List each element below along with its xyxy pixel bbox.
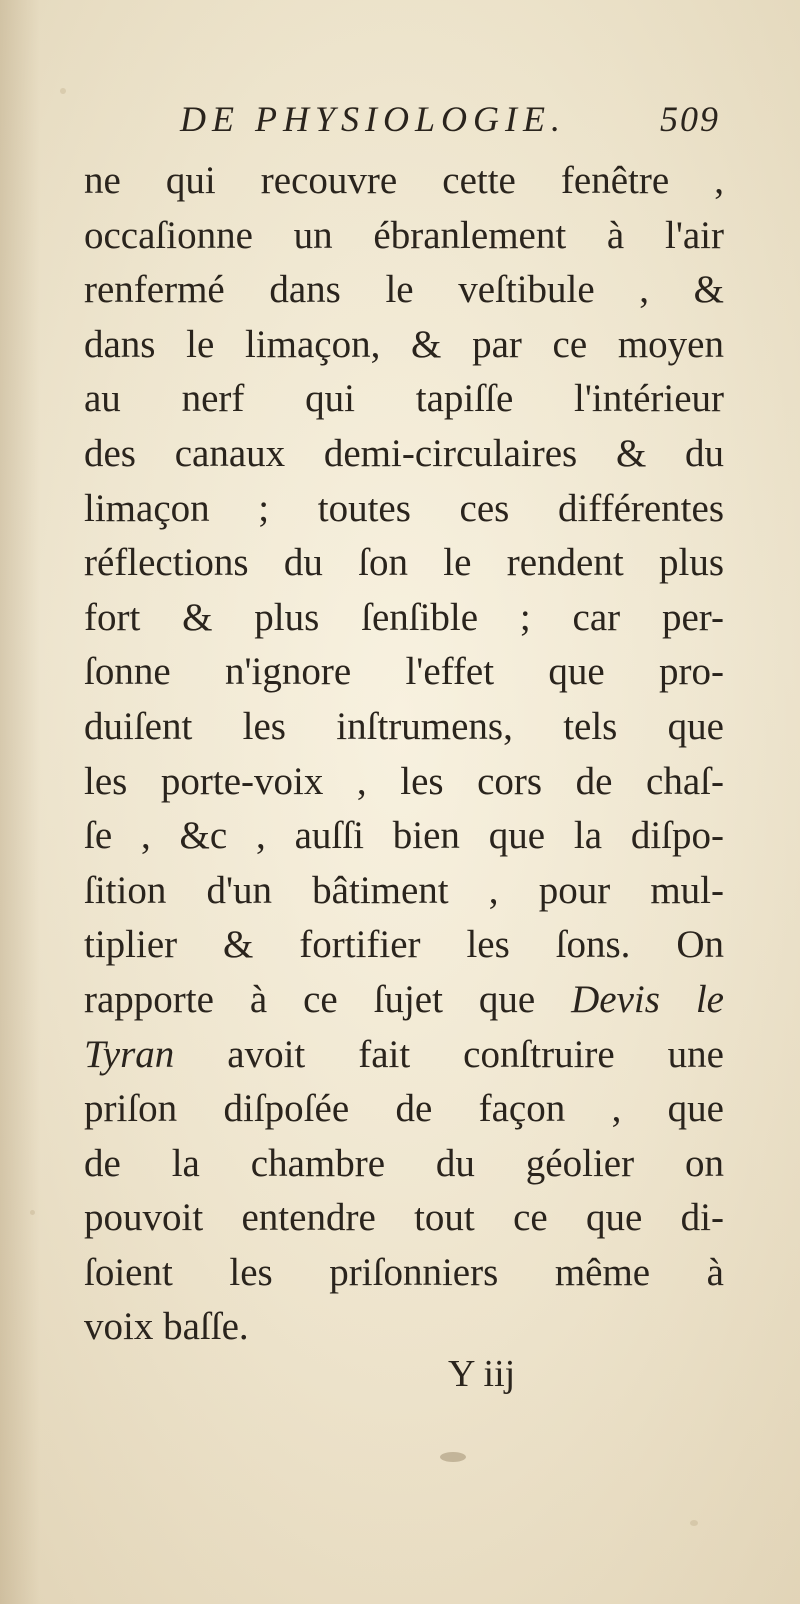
page-edge-shadow — [0, 0, 40, 1604]
body-text — [84, 154, 724, 1355]
text-line: priſon diſpoſée de façon , que — [84, 1087, 724, 1131]
running-head-title: DE PHYSIOLOGIE. — [180, 99, 566, 139]
text-segment: rapporte à ce ſujet que — [84, 977, 536, 1021]
text-line: ſe , &c , auſſi bien que la diſpo- — [84, 814, 724, 858]
text-line: tiplier & fortifier les ſons. On — [84, 923, 724, 967]
text-line: dans le limaçon, & par ce moyen — [84, 322, 724, 366]
text-line: ſonne n'ignore l'effet que pro- — [84, 650, 724, 694]
text-line: réflections du ſon le rendent plus — [84, 541, 724, 585]
italic-name: Devis le — [571, 977, 724, 1021]
text-line: au nerf qui tapiſſe l'intérieur — [84, 377, 724, 421]
foxing-spot — [690, 1520, 698, 1526]
italic-name: Tyran — [84, 1032, 175, 1076]
text-line: occaſionne un ébranlement à l'air — [84, 213, 724, 257]
running-head — [180, 98, 720, 148]
text-segment: avoit fait conſtruire une — [227, 1032, 724, 1076]
text-line: ne qui recouvre cette fenêtre , — [84, 159, 724, 202]
text-line: de la chambre du géolier on — [84, 1141, 724, 1185]
text-line: duiſent les inſtrumens, tels que — [84, 704, 724, 748]
text-line — [84, 1028, 724, 1083]
text-line — [84, 973, 724, 1028]
text-line: renfermé dans le veſtibule , & — [84, 268, 724, 312]
text-line: ſoient les priſonniers même à — [84, 1250, 724, 1294]
foxing-spot — [60, 88, 66, 94]
text-line: voix baſſe. — [84, 1305, 249, 1349]
text-line: fort & plus ſenſible ; car per- — [84, 595, 724, 639]
text-line: limaçon ; toutes ces différentes — [84, 486, 724, 530]
ornament — [440, 1452, 466, 1462]
text-line: ſition d'un bâtiment , pour mul- — [84, 868, 724, 912]
text-line: des canaux demi-circulaires & du — [84, 431, 724, 475]
text-line: pouvoit entendre tout ce que di- — [84, 1196, 724, 1240]
text-line: les porte-voix , les cors de chaſ- — [84, 759, 724, 803]
signature-mark: Y iij — [448, 1353, 516, 1395]
foxing-spot — [30, 1210, 35, 1215]
page-number: 509 — [660, 99, 720, 139]
